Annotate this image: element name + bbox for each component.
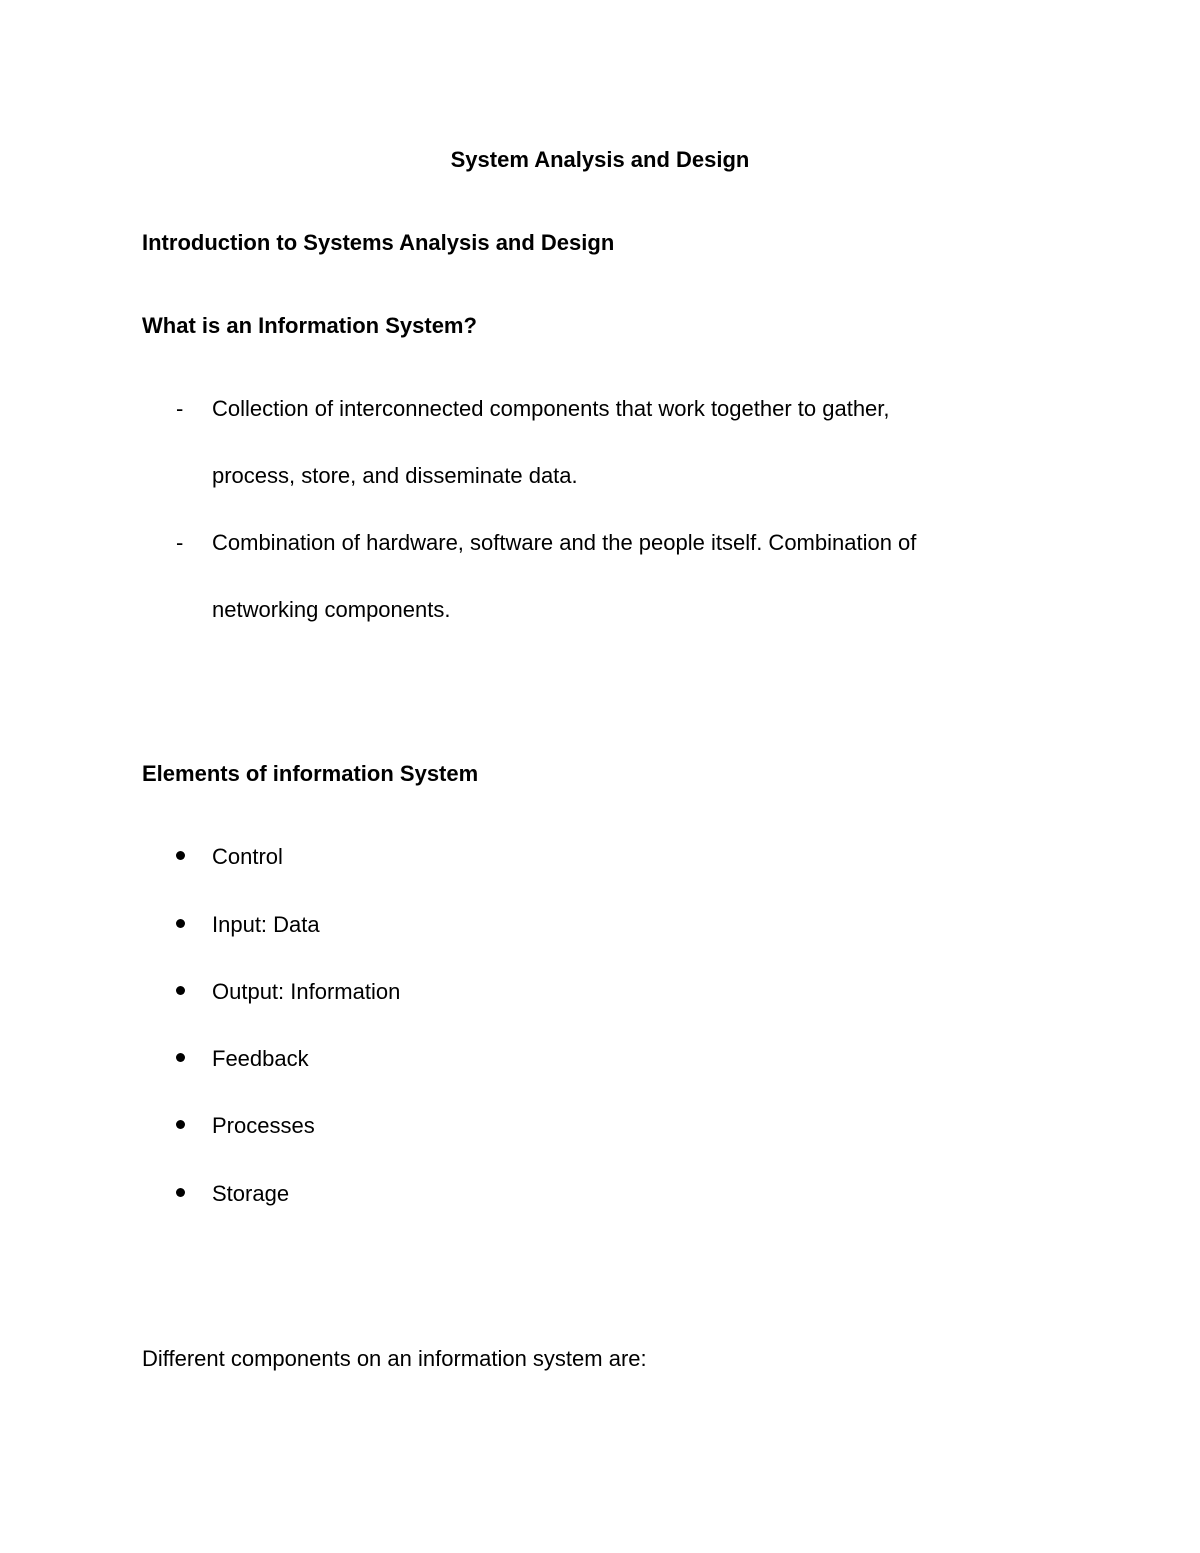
definition-item-1-line-2: process, store, and disseminate data. [212,463,578,488]
definition-item-2-line-1: Combination of hardware, software and the people itself. Combination of [212,530,917,555]
definition-item-2-line-2: networking components. [212,597,451,622]
definition-item-1-line-1: Collection of interconnected components that work together to gather, [212,396,890,421]
dash-marker: - [176,530,184,555]
element-item-feedback: Feedback [212,1046,309,1071]
element-item-storage: Storage [212,1181,290,1206]
heading-what-is-information-system: What is an Information System? [142,313,477,338]
bullet-icon [176,1053,185,1062]
bullet-icon [176,986,185,995]
bullet-icon [176,1120,185,1129]
dash-marker: - [176,396,184,421]
heading-elements: Elements of information System [142,761,479,786]
element-item-input: Input: Data [212,912,320,937]
bullet-icon [176,919,185,928]
heading-introduction: Introduction to Systems Analysis and Design [142,230,615,255]
bullet-icon [176,1188,185,1197]
bullet-icon [176,851,185,860]
element-item-processes: Processes [212,1113,315,1138]
element-item-control: Control [212,844,283,869]
document-title: System Analysis and Design [450,147,750,172]
components-intro: Different components on an information system are: [142,1346,647,1371]
element-item-output: Output: Information [212,979,401,1004]
